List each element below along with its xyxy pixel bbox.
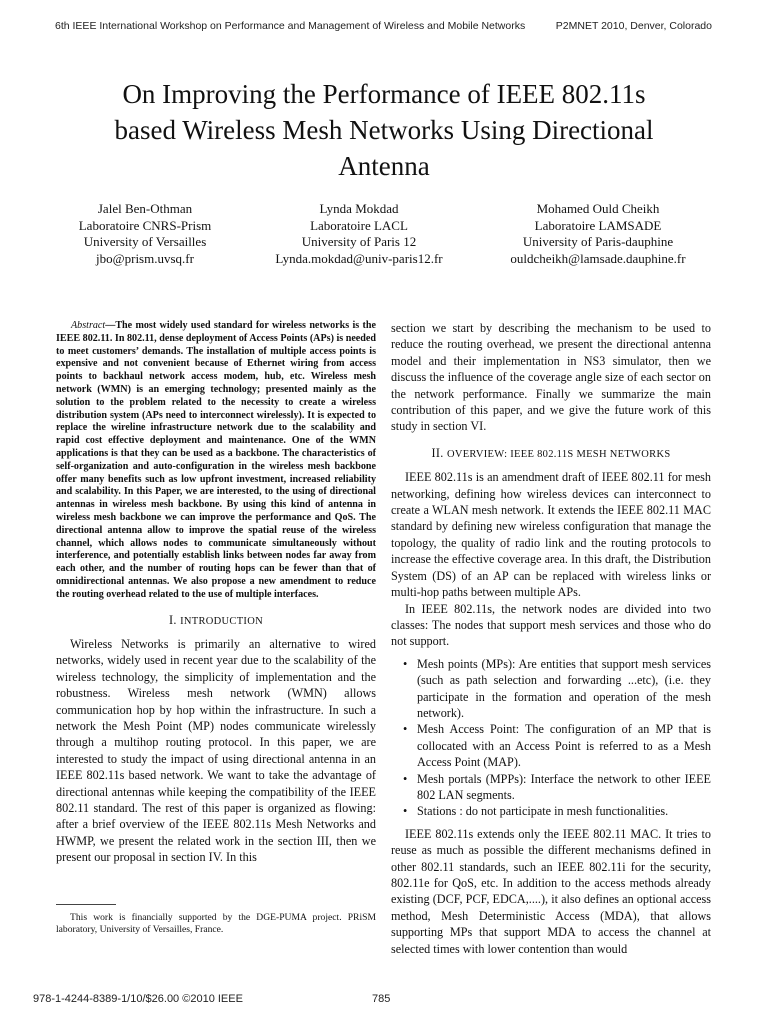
venue-header: P2MNET 2010, Denver, Colorado [555, 20, 712, 32]
author-email: Lynda.mokdad@univ-paris12.fr [275, 250, 443, 266]
list-item-text: Stations : do not participate in mesh functionalities. [417, 804, 669, 819]
section-number: II. [431, 445, 444, 460]
footnote-divider [56, 904, 116, 905]
list-item-text: Mesh points (MPs): Are entities that support mesh services (such as path selection and forwarding ...etc), (i.e. they participate in the formation and operation of the mesh network). [417, 656, 711, 720]
abstract-text: —The most widely used standard for wireless networks is the IEEE 802.11. In 802.11, dense deployment of Access Points (APs) is needed to meet customers’ demands. The installation of multiple access points is expensive and not convenient because of Ethernet wiring from access points to backhaul network access modem, hub, etc. Wireless mesh network (WMN) is an emerging technology; presented mainly as the solution to the problem related to the necessity to create a wireless distribution system (APs need to interconnect wirelessly). It is expected to replace the wireline infrastructure network due to the scalability and rapid cost effective deployment and maintenance. One of the WMN applications is that they can be used as a backbone. The characteristics of self-organization and auto-configuration in the wireless mesh backbone offer many benefits such as low upfront investment, increased reliability and scalability. In this Paper, we are interested, to the using of directional antennas in wireless mesh backbone. By using this kind of antenna in wireless mesh backbone we can improve the performance and QoS. The directional antenna allow to improve the spatial reuse of the wireless channel, which allows nodes to communicate simultaneously without interference, and potentially establish links between nodes far away from each other, and the number of routing hops can be fewer than that of omnidirectional antennas. We also propose a new amendment to reduce the routing overhead related to the use of multiple interfaces. [56, 320, 376, 600]
list-item-text: Mesh Access Point: The configuration of an MP that is collocated with an Access Point is referred to as a Mesh Access Point (MAP). [417, 722, 711, 770]
intro-continuation: section we start by describing the mechanism to be used to reduce the routing overhead, we present the directional antenna model and their implementation in NS3 simulator, then we discuss the influence of the coverage angle size of each sector on the network performance. Finally we summarize the main contribution of this paper, and we give the future work of this study in section VI. [391, 321, 711, 434]
author-university: University of Versailles [83, 234, 207, 249]
left-column [56, 320, 376, 866]
author-name: Lynda Mokdad [319, 201, 399, 216]
author-2 [254, 201, 464, 267]
bullet-icon: • [403, 656, 408, 671]
intro-paragraph: Wireless Networks is primarily an alternative to wired networks, widely used in recent year due to the scalability of the wireless technology, the simplicity of implementation and the robustness. Wireless mesh network (WMN) allows communication hop by hop within the infrastructure. In such a network the Mesh Point (MP) nodes communicate wirelessly through a multihop routing protocol. In this paper, we are interested to study the impact of using directional antenna in an IEEE 802.11s based network. We want to take the advantage of directional antennas while keeping the compatibility of the IEEE 802.11 standard. The rest of this paper is organized as flowing: after a brief overview of the IEEE 802.11s Mesh Networks and HWMP, we present the related work in the section III, then we present our proposal in section IV. In this [56, 636, 376, 865]
author-1 [55, 201, 235, 267]
section-2-paragraph-1: IEEE 802.11s is an amendment draft of IEEE 802.11 for mesh networking, defining how wireless devices can interconnect to create a WLAN mesh network. It extends the IEEE 802.11 MAC standard by defining new wireless configuration that manage the topology, the quality of radio link and the routing protocols to increase the effective coverage area. In this draft, the Distribution System (DS) of an AP can be replaced with wireless links or multi-hop paths between multiple APs. [391, 470, 711, 600]
paper-title [40, 76, 728, 184]
section-2-paragraph-2: In IEEE 802.11s, the network nodes are divided into two classes: The nodes that support mesh services and those who do not support. [391, 601, 711, 649]
list-item [403, 721, 711, 770]
author-lab: Laboratoire CNRS-Prism [78, 217, 212, 233]
section-number: I. [168, 612, 177, 627]
list-item [403, 771, 711, 804]
footnote: This work is financially supported by the DGE-PUMA project. PRiSM laboratory, University of Versailles, France. [56, 912, 376, 935]
author-lab: Laboratoire LACL [310, 217, 408, 233]
isbn-footer: 978-1-4244-8389-1/10/$26.00 ©2010 IEEE [33, 993, 243, 1005]
right-column [391, 320, 711, 957]
list-item [403, 656, 711, 722]
author-university: University of Paris-dauphine [522, 234, 674, 249]
section-2-paragraph-3: IEEE 802.11s extends only the IEEE 802.11 MAC. It tries to reuse as much as possible the different mechanisms defined in other 802.11 standards, such an IEEE 802.11i for the security, 802.11e for QoS, etc. In addition to the access methods already existing (DCF, PCF, EDCA,....), it also defines an optional access method, Mesh Deterministic Access (MDA), that allows supporting MPs that support MDA to access the channel at selected times with lower contention than would [391, 826, 711, 956]
author-email: ouldcheikh@lamsade.dauphine.fr [510, 250, 686, 266]
page-number: 785 [372, 993, 391, 1005]
title-line-2: based Wireless Mesh Networks Using Directional [114, 115, 654, 145]
author-name: Mohamed Ould Cheikh [536, 201, 660, 216]
section-title: OVERVIEW: IEEE 802.11S MESH NETWORKS [446, 448, 671, 460]
author-block [55, 201, 713, 267]
section-title: INTRODUCTION [180, 615, 263, 627]
list-item [403, 803, 711, 819]
conference-header: 6th IEEE International Workshop on Performance and Management of Wireless and Mobile Networks [55, 20, 526, 32]
bullet-icon: • [403, 771, 408, 786]
author-lab: Laboratoire LAMSADE [534, 217, 662, 233]
author-name: Jalel Ben-Othman [97, 201, 193, 216]
author-3 [483, 201, 713, 267]
author-university: University of Paris 12 [301, 234, 417, 249]
list-item-text: Mesh portals (MPPs): Interface the network to other IEEE 802 LAN segments. [417, 771, 711, 802]
abstract-label: Abstract [71, 320, 106, 331]
title-line-3: Antenna [338, 151, 430, 181]
abstract [56, 320, 376, 602]
title-line-1: On Improving the Performance of IEEE 802.11s [122, 79, 646, 109]
bullet-icon: • [403, 722, 408, 737]
bullet-icon: • [403, 804, 408, 819]
section-1-heading [56, 612, 376, 630]
node-class-list [391, 656, 711, 820]
author-email: jbo@prism.uvsq.fr [96, 250, 194, 266]
section-2-heading [391, 445, 711, 463]
